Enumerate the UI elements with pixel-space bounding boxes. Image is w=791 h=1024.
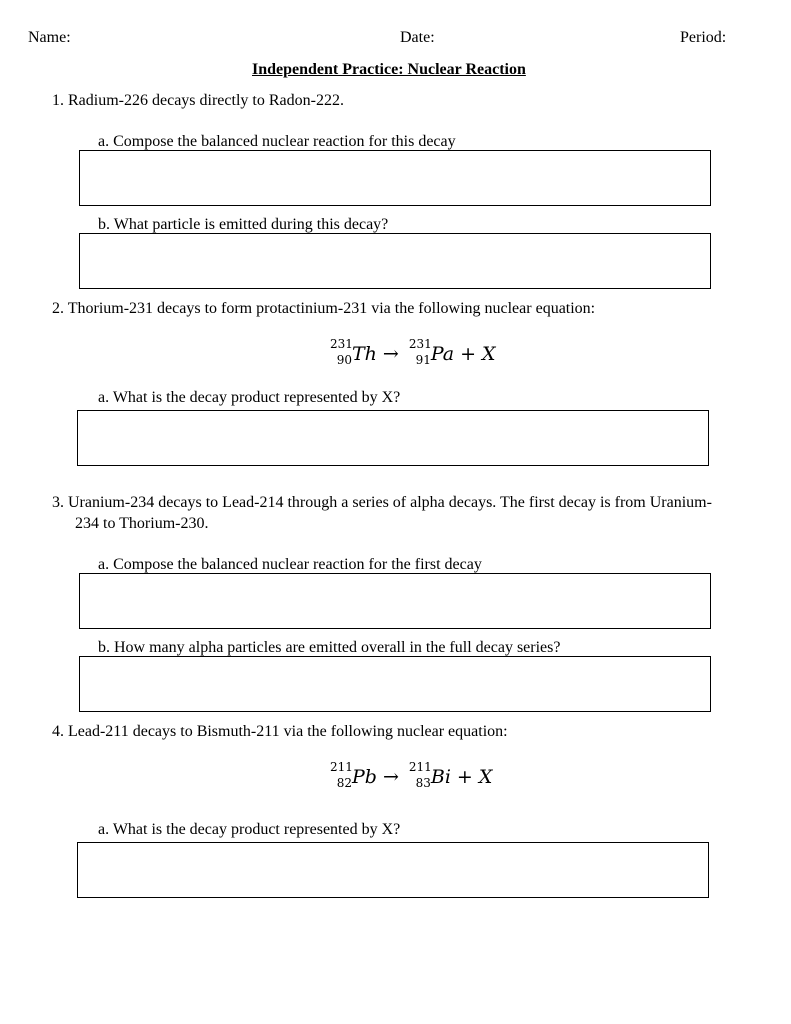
atomic-number: 83: [415, 776, 431, 790]
nuclear-equation-4: [330, 760, 493, 790]
question-3-text-line1: 3. Uranium-234 decays to Lead-214 through a series of alpha decays. The first decay is from Uranium-: [52, 494, 712, 511]
mass-number: 231: [330, 337, 353, 351]
element-symbol: Pb: [352, 766, 377, 788]
question-3b-prompt: b. How many alpha particles are emitted overall in the full decay series?: [98, 639, 561, 656]
question-1b-prompt: b. What particle is emitted during this decay?: [98, 216, 389, 233]
nuclide-bismuth: [408, 760, 451, 790]
nuclear-equation-2: [330, 337, 496, 367]
plus-sign: +: [460, 343, 477, 365]
unknown-product: X: [478, 766, 493, 788]
atomic-number: 82: [336, 776, 352, 790]
element-symbol: Bi: [430, 766, 451, 788]
question-1-text: 1. Radium-226 decays directly to Radon-222.: [52, 92, 344, 109]
nuclide-lead: [330, 760, 377, 790]
answer-box-3b[interactable]: [79, 656, 711, 712]
date-label: Date:: [400, 29, 435, 46]
reaction-arrow: →: [382, 343, 399, 365]
question-4-text: 4. Lead-211 decays to Bismuth-211 via the following nuclear equation:: [52, 723, 508, 740]
question-1a-prompt: a. Compose the balanced nuclear reaction for this decay: [98, 133, 456, 150]
element-symbol: Pa: [430, 343, 455, 365]
question-3a-prompt: a. Compose the balanced nuclear reaction for the first decay: [98, 556, 482, 573]
nuclide-protactinium: [408, 337, 455, 367]
answer-box-1a[interactable]: [79, 150, 711, 206]
answer-box-1b[interactable]: [79, 233, 711, 289]
atomic-number: 90: [336, 353, 352, 367]
answer-box-3a[interactable]: [79, 573, 711, 629]
question-3-text-line2: 234 to Thorium-230.: [75, 515, 209, 532]
answer-box-4a[interactable]: [77, 842, 709, 898]
atomic-number: 91: [415, 353, 431, 367]
name-label: Name:: [28, 29, 71, 46]
answer-box-2a[interactable]: [77, 410, 709, 466]
question-2a-prompt: a. What is the decay product represented by X?: [98, 389, 401, 406]
unknown-product: X: [482, 343, 496, 365]
question-2-text: 2. Thorium-231 decays to form protactinium-231 via the following nuclear equation:: [52, 300, 596, 317]
worksheet-title: Independent Practice: Nuclear Reaction: [252, 61, 526, 78]
mass-number: 211: [408, 760, 432, 774]
plus-sign: +: [456, 766, 473, 788]
question-4a-prompt: a. What is the decay product represented by X?: [98, 821, 401, 838]
nuclide-thorium: [330, 337, 377, 367]
element-symbol: Th: [352, 343, 377, 365]
reaction-arrow: →: [382, 766, 399, 788]
mass-number: 211: [330, 760, 353, 774]
period-label: Period:: [680, 29, 727, 46]
mass-number: 231: [408, 337, 432, 351]
